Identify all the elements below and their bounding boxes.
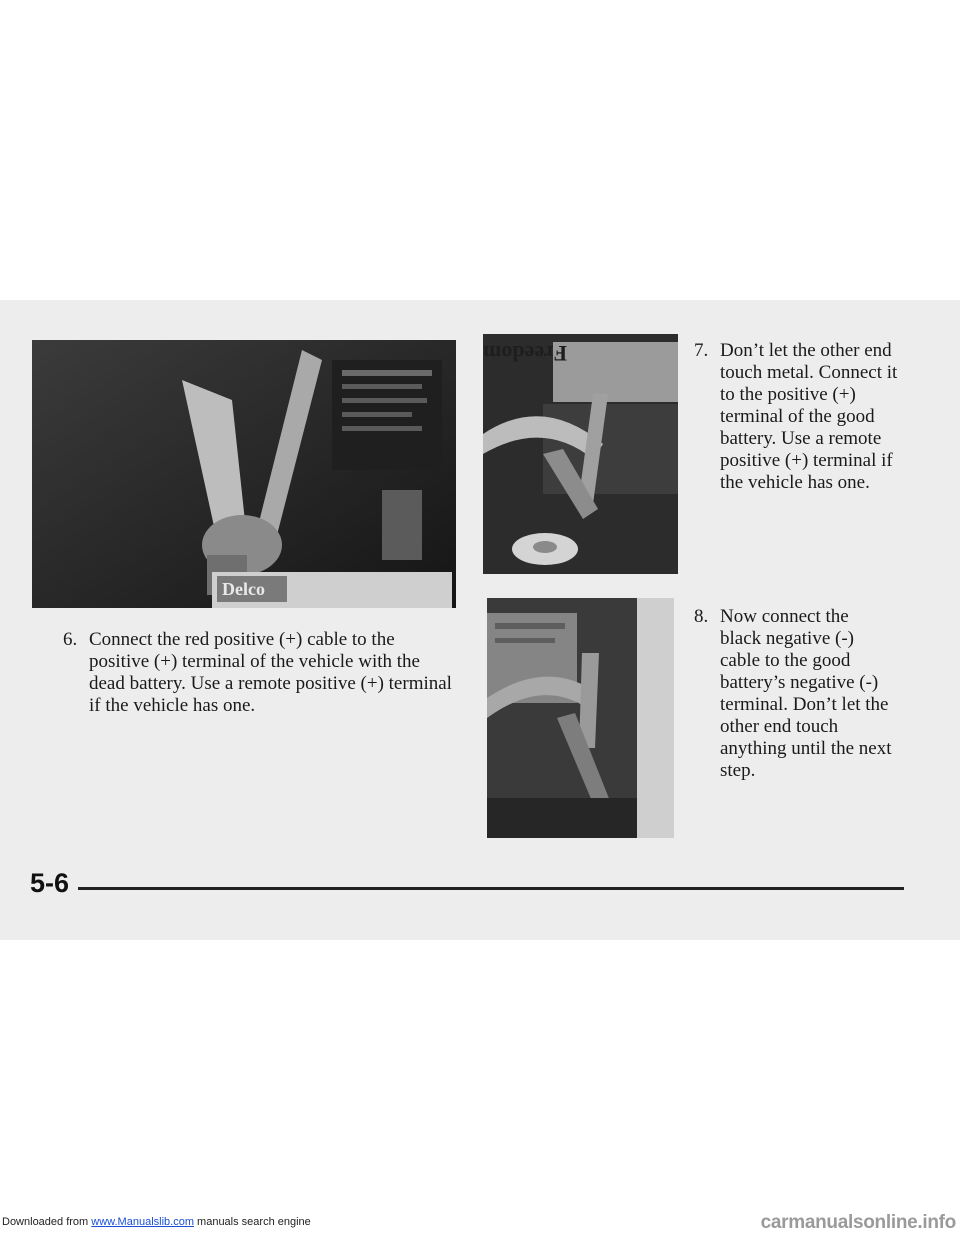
step-text: Don’t let the other end touch metal. Connect it to the positive (+) terminal of the good battery. Use a remote positive (+) terminal if the vehicle has one. [720,340,898,493]
footer-prefix: Downloaded from [2,1216,92,1228]
step-text: Connect the red positive (+) cable to the positive (+) terminal of the vehicle with the dead battery. Use a remote positive (+) terminal if the vehicle has one. [89,629,452,716]
step-number: 7. [694,340,709,361]
negative-cable-clamp-photo [487,598,674,838]
footer-suffix: manuals search engine [193,1216,311,1228]
download-footer [2,1216,311,1228]
good-battery-clamp-photo [483,334,678,574]
page-number: 5-6 [30,868,70,898]
delco-label: Delco [222,579,265,599]
step-8 [694,606,894,782]
freedom-label: Freedom [483,341,567,366]
manualslib-link[interactable]: www.Manualslib.com [91,1216,194,1228]
step-number: 8. [694,606,709,627]
step-6 [63,629,453,717]
battery-clamp-photo [32,340,456,608]
step-7 [694,340,904,494]
step-number: 6. [63,629,78,650]
site-watermark: carmanualsonline.info [760,1212,956,1233]
footer-rule [78,887,904,890]
step-text: Now connect the black negative (-) cable to the good battery’s negative (-) terminal. Don’t let the other end touch anything until the next step. [720,606,892,781]
